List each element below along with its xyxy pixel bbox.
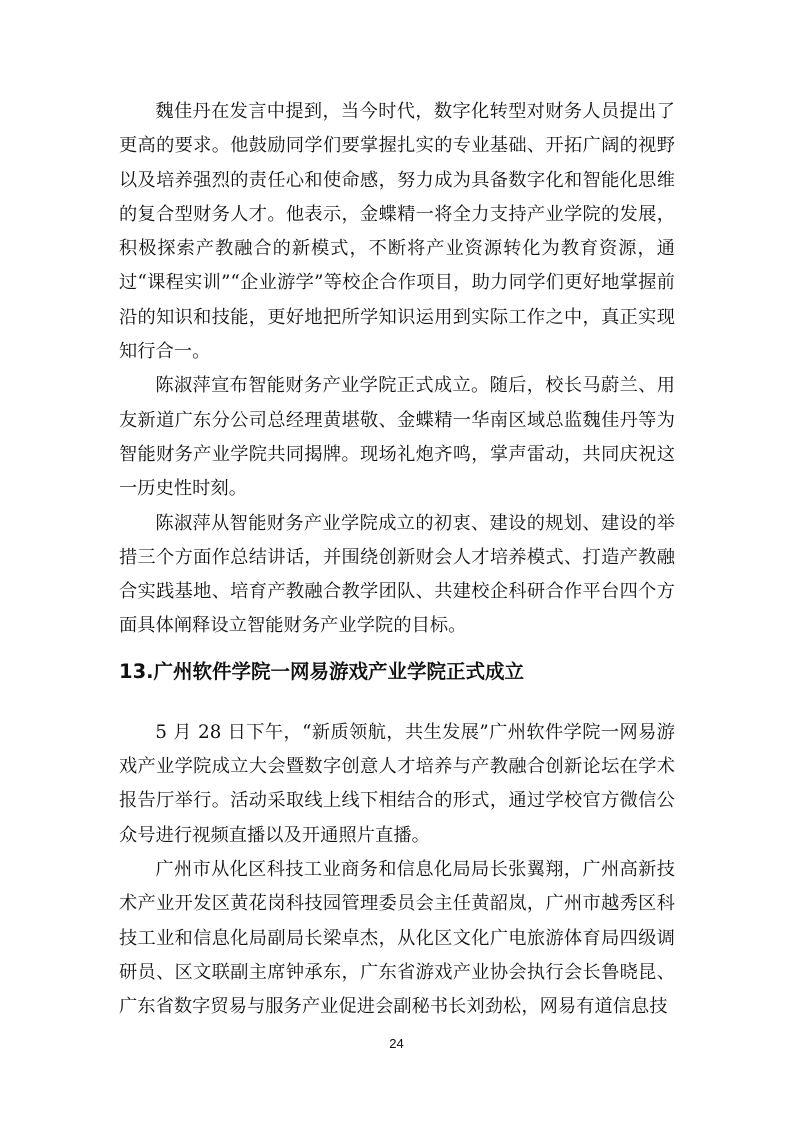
page-body [119, 95, 675, 1024]
paragraph: 魏佳丹在发言中提到，当今时代，数字化转型对财务人员提出了更高的要求。他鼓励同学们要掌握扎实的专业基础、开拓广阔的视野以及培养强烈的责任心和使命感，努力成为具备数字化和智能化思维的复合型财务人才。他表示，金蝶精一将全力支持产业学院的发展，积极探索产教融合的新模式，不断将产业资源转化为教育资源，通过“课程实训”“企业游学”等校企合作项目，助力同学们更好地掌握前沿的知识和技能，更好地把所学知识运用到实际工作之中，真正实现知行合一。 [119, 101, 675, 363]
page-number: 24 [389, 1036, 404, 1051]
paragraph: 陈淑萍从智能财务产业学院成立的初衷、建设的规划、建设的举措三个方面作总结讲话，并围绕创新财会人才培养模式、打造产教融合实践基地、培育产教融合教学团队、共建校企科研合作平台四个方面具体阐释设立智能财务产业学院的目标。 [119, 512, 675, 637]
paragraph: 广州市从化区科技工业商务和信息化局局长张翼翔，广州高新技术产业开发区黄花岗科技园管理委员会主任黄韶岚，广州市越秀区科技工业和信息化局副局长梁卓杰，从化区文化广电旅游体育局四级调研员、区文联副主席钟承东，广东省游戏产业协会执行会长鲁晓昆、广东省数字贸易与服务产业促进会副秘书长刘劲松，网易有道信息技 [119, 858, 675, 1018]
paragraph: 5 月 28 日下午，“新质领航，共生发展”广州软件学院一网易游戏产业学院成立大会暨数字创意人才培养与产教融合创新论坛在学术报告厅举行。活动采取线上线下相结合的形式，通过学校官方微信公众号进行视频直播以及开通照片直播。 [119, 721, 675, 846]
section-heading: 13.广州软件学院一网易游戏产业学院正式成立 [119, 659, 525, 683]
paragraph: 陈淑萍宣布智能财务产业学院正式成立。随后，校长马蔚兰、用友新道广东分公司总经理黄堪敬、金蝶精一华南区域总监魏佳丹等为智能财务产业学院共同揭牌。现场礼炮齐鸣，掌声雷动，共同庆祝这一历史性时刻。 [119, 375, 675, 500]
